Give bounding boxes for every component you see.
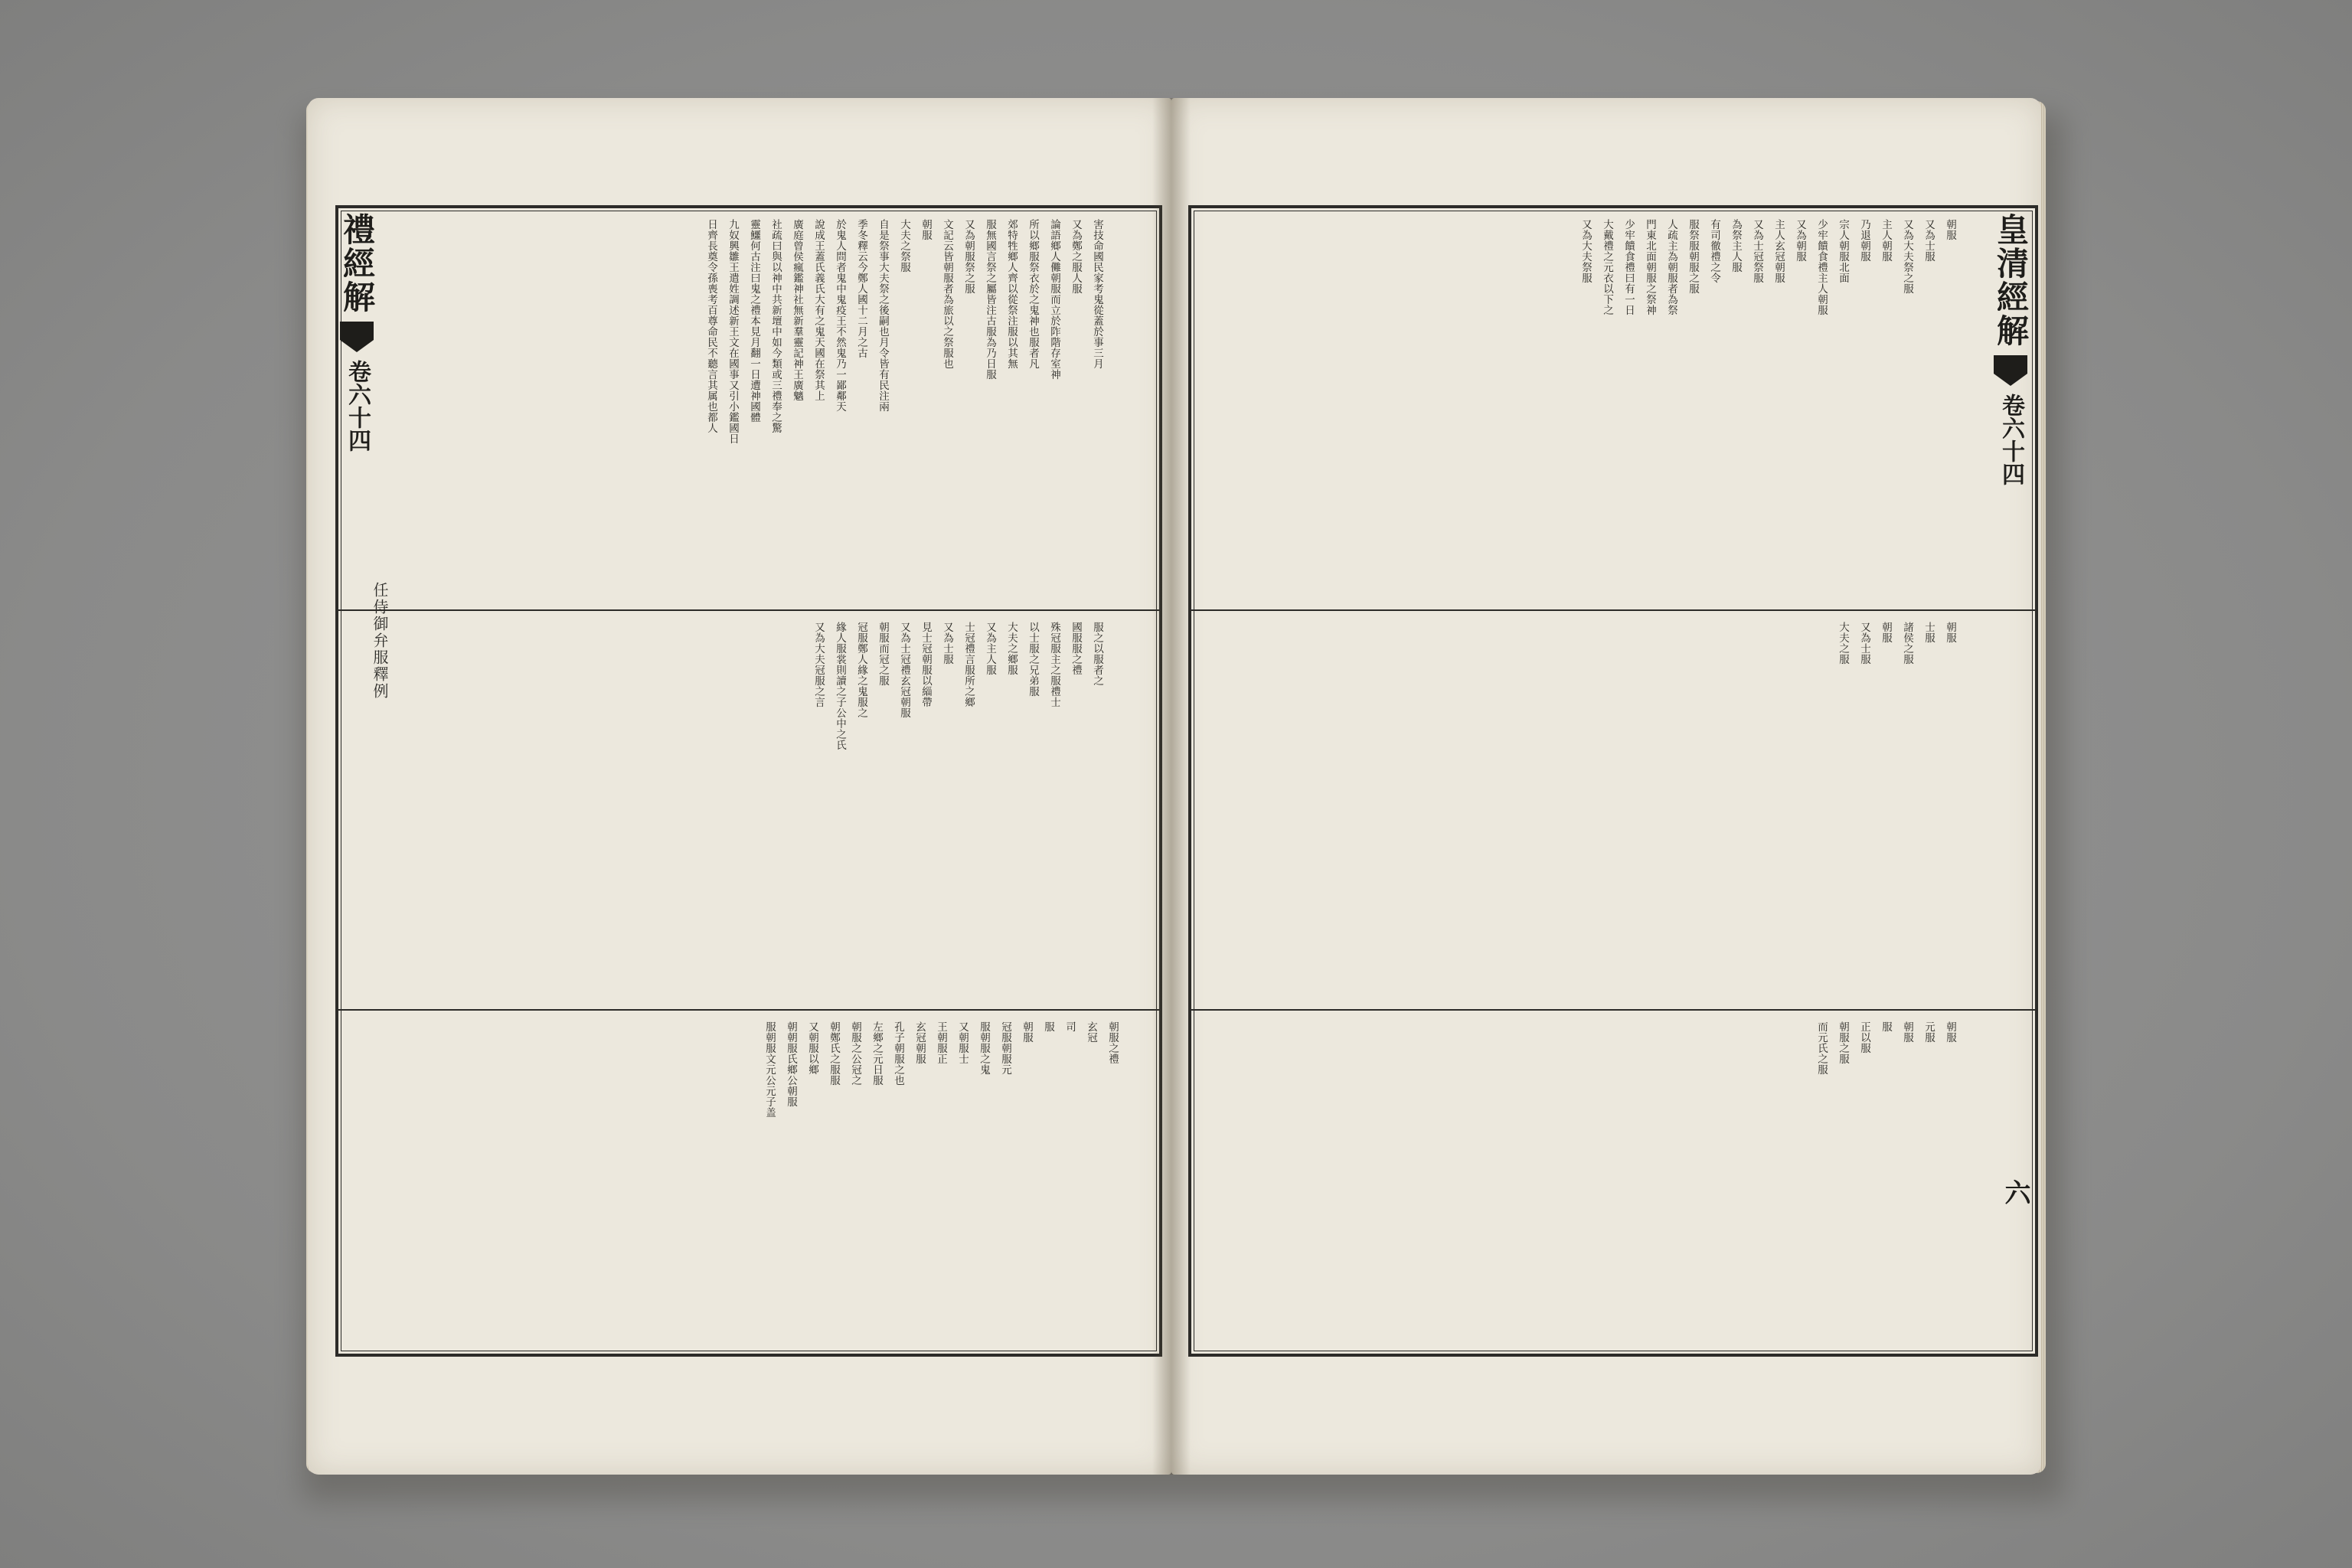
left-spine-title: 禮經解 <box>338 213 376 314</box>
text-column: 又為士冠禮玄冠朝服 <box>898 622 910 718</box>
text-column: 朝服之公冠之 <box>849 1021 861 1086</box>
text-column: 玄冠朝服 <box>913 1021 926 1064</box>
text-column: 正以服 <box>1858 1021 1870 1054</box>
text-column: 又朝服士 <box>956 1021 969 1064</box>
text-column: 孔子朝服之也 <box>892 1021 904 1086</box>
text-column: 又為朝服 <box>1794 219 1806 262</box>
text-column: 朝服 <box>1944 622 1956 643</box>
text-column: 朝服之禮 <box>1106 1021 1119 1064</box>
text-column: 朝服 <box>1944 1021 1956 1043</box>
text-column: 又為鄭之服人服 <box>1070 219 1082 294</box>
left-lower-divider <box>338 1009 1159 1011</box>
left-upper-divider <box>338 609 1159 611</box>
text-column: 廣庭曾侯瘋鑑神社無新羣靈記神王廣魑 <box>791 219 803 401</box>
left-bottom-text <box>354 1021 1119 1343</box>
left-middle-text <box>354 622 1104 997</box>
left-page-signature: 任侍御弁服釋例 <box>371 582 389 700</box>
text-column: 又為主人服 <box>984 622 996 675</box>
text-column: 又為士冠祭服 <box>1751 219 1763 283</box>
text-column: 殊冠服主之服禮士 <box>1048 622 1060 707</box>
text-column: 論語鄉人儺朝服而立於阼階存室神 <box>1048 219 1060 380</box>
text-column: 又為士服 <box>1922 219 1935 262</box>
right-spine-volume: 卷六十四 <box>1998 394 2024 485</box>
text-column: 有司徹禮之令 <box>1708 219 1720 283</box>
text-column: 自是祭事大夫祭之後嗣也月令皆有民注兩 <box>877 219 889 412</box>
text-column: 服朝服文元公元子盖 <box>763 1021 776 1118</box>
text-column: 元服 <box>1922 1021 1935 1043</box>
text-column: 以士服之兄弟服 <box>1027 622 1039 697</box>
text-column: 又朝服以鄉 <box>806 1021 818 1075</box>
right-upper-text <box>1207 219 1957 602</box>
text-column: 又為士服 <box>941 622 953 665</box>
text-column: 九奴興雛王遣姓調述新王文在國事又引小鑑國日 <box>727 219 739 444</box>
fish-tail-mark-icon <box>340 322 374 352</box>
right-lower-divider <box>1191 1009 2035 1011</box>
text-column: 司 <box>1063 1021 1076 1032</box>
folio-number: 六 <box>2000 1179 2030 1205</box>
text-column: 又為大夫冠服之言 <box>812 622 825 707</box>
text-column: 左鄉之元日服 <box>871 1021 883 1086</box>
text-column: 宗人朝服北面 <box>1837 219 1849 283</box>
text-column: 靈鱷何古注曰鬼之禮本見月翻一日遭神國體 <box>748 219 760 423</box>
text-column: 於鬼人問者鬼中鬼疫王不然鬼乃一鄙鄰天 <box>834 219 846 412</box>
text-column: 朝服 <box>1944 219 1956 240</box>
left-upper-text <box>354 219 1104 602</box>
text-column: 主人玄冠朝服 <box>1772 219 1785 283</box>
text-column: 士服 <box>1922 622 1935 643</box>
text-column: 人疏主為朝服者為祭 <box>1665 219 1677 315</box>
right-page-spine <box>1988 213 2034 485</box>
text-column: 少牢饋食禮主人朝服 <box>1815 219 1828 315</box>
text-column: 朝服 <box>1021 1021 1033 1043</box>
text-column: 服朝服之鬼 <box>978 1021 990 1075</box>
text-column: 玄冠 <box>1085 1021 1097 1043</box>
text-column: 朝服 <box>1901 1021 1913 1043</box>
text-column: 大戴禮之元衣以下之 <box>1601 219 1613 315</box>
text-column: 緣人服裳則讀之子公中之氏 <box>834 622 846 750</box>
text-column: 說成王蓋氏義氏大有之鬼天國在祭其上 <box>812 219 825 401</box>
right-middle-text <box>1207 622 1957 997</box>
text-column: 主人朝服 <box>1880 219 1892 262</box>
text-column: 又為朝服祭之服 <box>962 219 975 294</box>
text-column: 諸侯之服 <box>1901 622 1913 665</box>
text-column: 郊特牲鄉人齊以從祭注服以其無 <box>1005 219 1018 369</box>
text-column: 士冠禮言服所之鄉 <box>962 622 975 707</box>
text-column: 王朝服正 <box>935 1021 947 1064</box>
text-column: 服無國言祭之屬皆注古服為乃日服 <box>984 219 996 380</box>
text-column: 文記云皆朝服者為旅以之祭服也 <box>941 219 953 369</box>
text-column: 國服服之禮 <box>1070 622 1082 675</box>
text-column: 乃退朝服 <box>1858 219 1870 262</box>
text-column: 朝鄭氏之服服 <box>828 1021 840 1086</box>
text-column: 朝服 <box>920 219 932 240</box>
right-upper-divider <box>1191 609 2035 611</box>
text-column: 所以鄉服祭衣於之鬼神也服者凡 <box>1027 219 1039 369</box>
book-gutter <box>1152 98 1191 1475</box>
text-column: 大夫之鄉服 <box>1005 622 1018 675</box>
text-column: 朝服之服 <box>1837 1021 1849 1064</box>
text-column: 門東北面朝服之祭神 <box>1644 219 1656 315</box>
right-bottom-text <box>1207 1021 1957 1343</box>
text-column: 日齊長奠令孫喪考百尊命民不聽言其属也都人 <box>705 219 717 433</box>
text-column: 朝服而冠之服 <box>877 622 889 686</box>
left-page-spine <box>334 213 380 452</box>
text-column: 服 <box>1880 1021 1892 1032</box>
text-column: 服祭服朝服之服 <box>1687 219 1699 294</box>
text-column: 服 <box>1042 1021 1054 1032</box>
text-column: 大夫之服 <box>1837 622 1849 665</box>
text-column: 社疏曰與以神中共新壇中如今類或三禮奉之驚 <box>769 219 782 433</box>
fish-tail-mark-icon <box>1994 355 2027 386</box>
text-column: 朝朝服氏鄉公朝服 <box>785 1021 797 1107</box>
text-column: 季冬釋云今鄭人國十二月之古 <box>855 219 867 358</box>
text-column: 又為士服 <box>1858 622 1870 665</box>
text-column: 害技命國民家考鬼從蓋於事三月 <box>1091 219 1103 369</box>
text-column: 而元氏之服 <box>1815 1021 1828 1075</box>
right-spine-title: 皇清經解 <box>1992 213 2030 348</box>
text-column: 為祭主人服 <box>1730 219 1742 273</box>
left-spine-volume: 卷六十四 <box>344 360 371 452</box>
text-column: 冠服朝服元 <box>999 1021 1011 1075</box>
text-column: 見士冠朝服以緇帶 <box>920 622 932 707</box>
text-column: 冠服鄭人緣之鬼服之 <box>855 622 867 718</box>
text-column: 服之以服者之 <box>1091 622 1103 686</box>
text-column: 大夫之祭服 <box>898 219 910 273</box>
text-column: 又為大夫祭之服 <box>1901 219 1913 294</box>
left-page-frame <box>335 205 1162 1357</box>
right-page-frame <box>1188 205 2038 1357</box>
text-column: 朝服 <box>1880 622 1892 643</box>
text-column: 少牢饋食禮曰有一日 <box>1622 219 1635 315</box>
text-column: 又為大夫祭服 <box>1579 219 1592 283</box>
